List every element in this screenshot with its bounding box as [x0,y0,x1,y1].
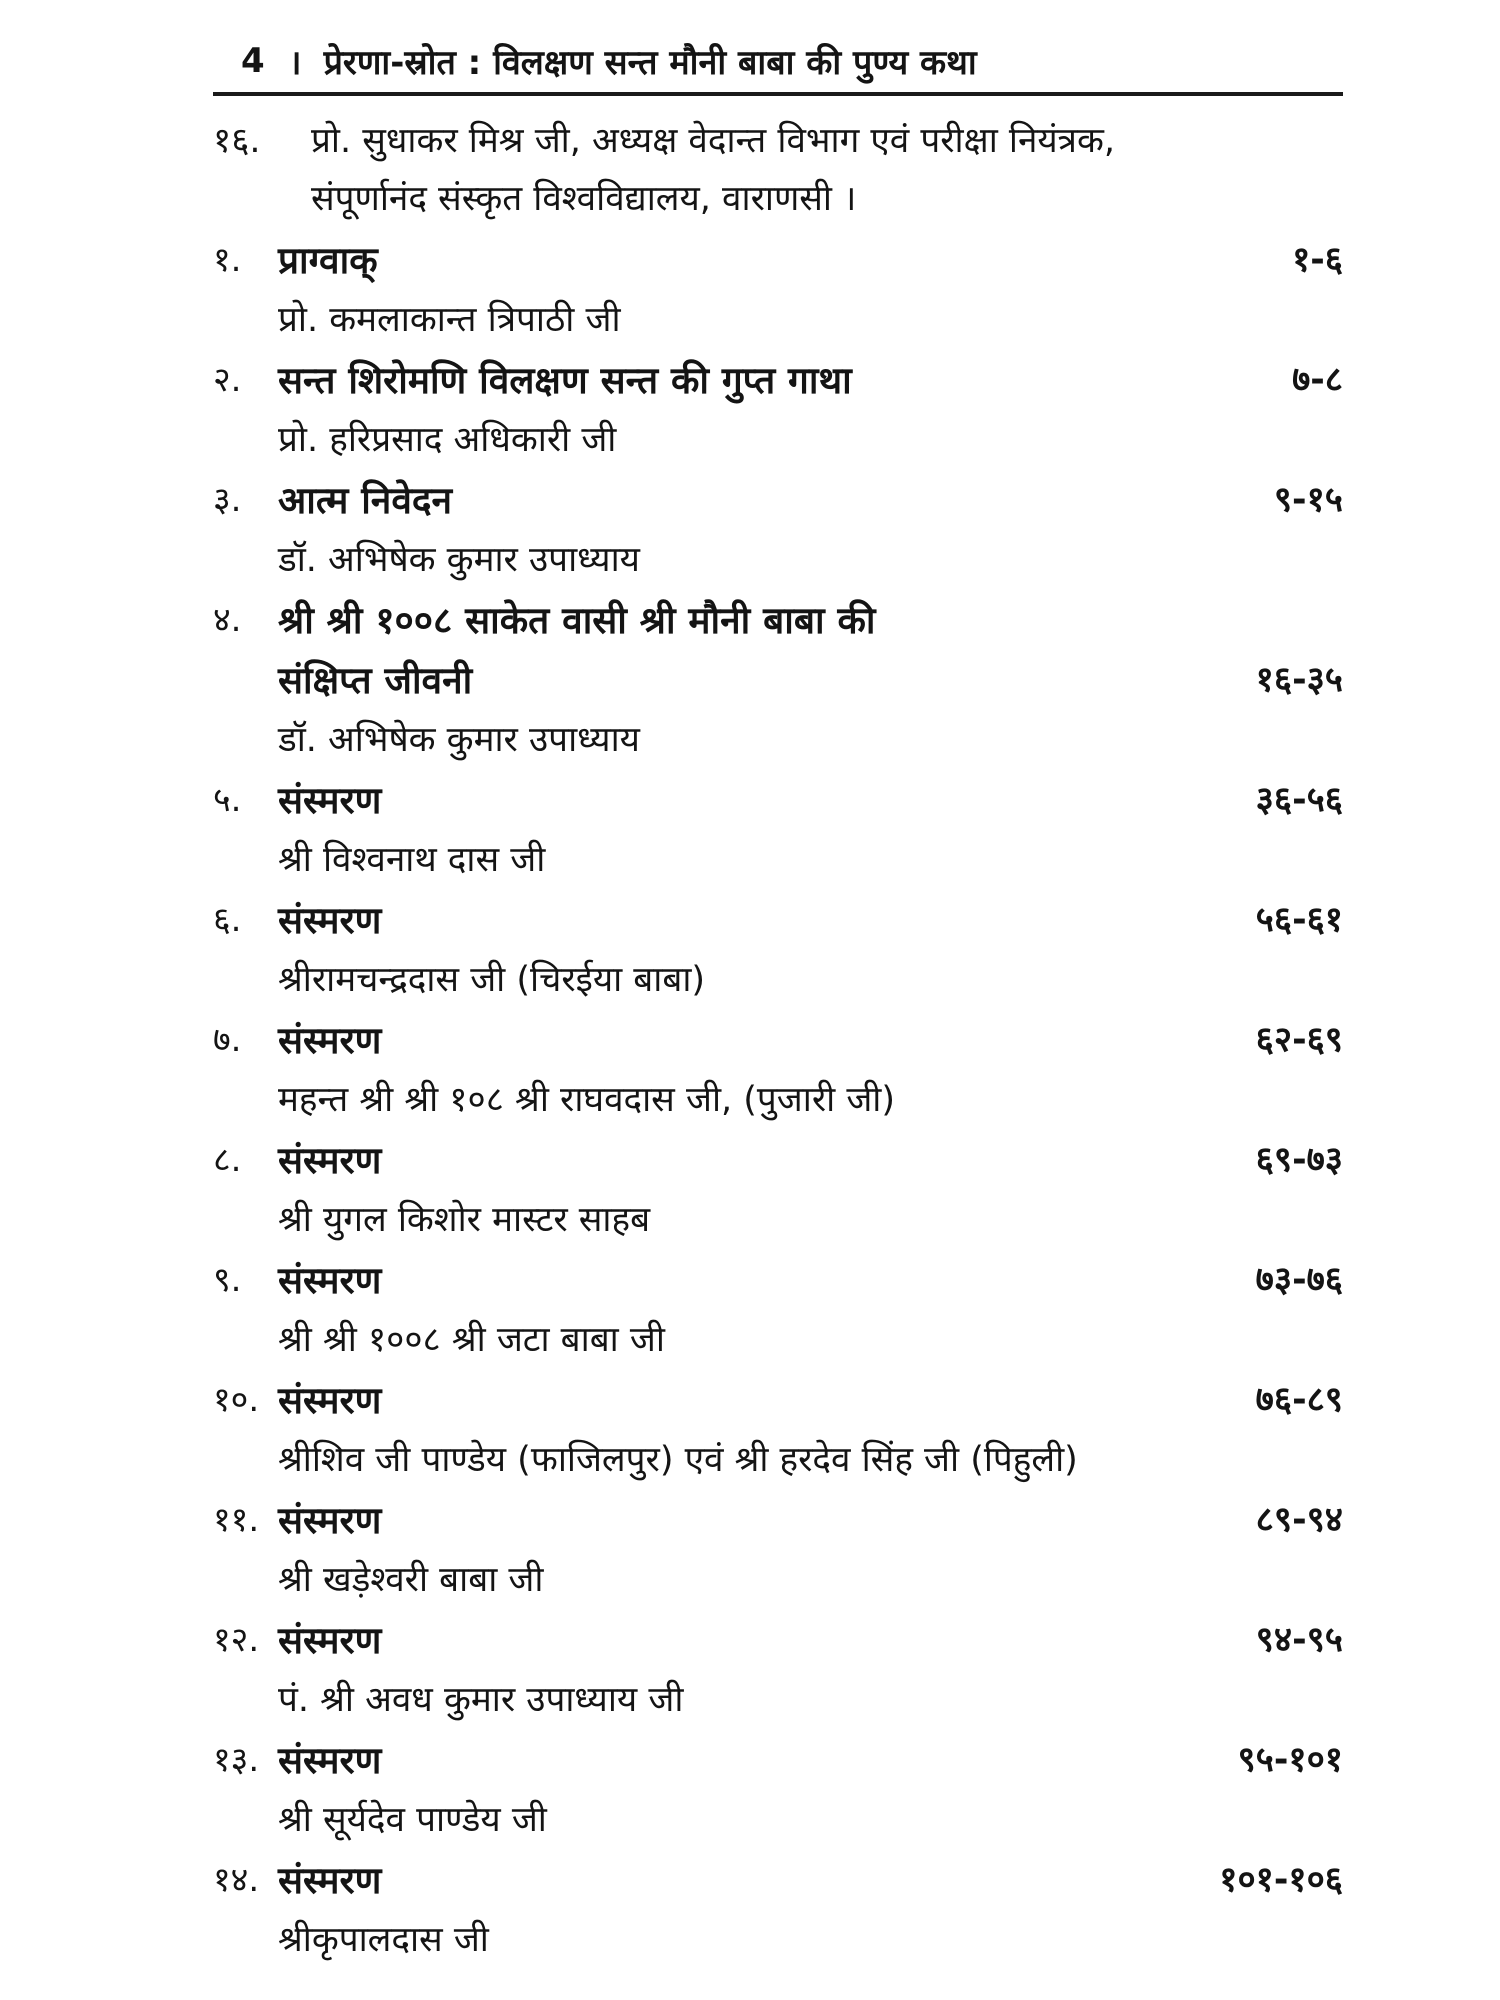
entry-number: ५. [213,780,242,820]
entry-number: १२. [213,1620,260,1660]
entry-number: ८. [213,1140,242,1180]
intro-line-2: संपूर्णानंद संस्कृत विश्वविद्यालय, वाराणसी । [311,179,857,219]
entry-author: श्री युगल किशोर मास्टर साहब [278,1199,651,1240]
entry-pages: ७६-८९ [1255,1379,1343,1420]
intro-number: १६. [213,121,261,161]
entry-title: संस्मरण [278,1618,382,1662]
toc-entry [213,1488,1343,1608]
entry-pages: ९४-९५ [1255,1619,1343,1660]
entry-author: श्री विश्वनाथ दास जी [278,839,546,880]
entry-pages: ६९-७३ [1255,1139,1343,1180]
entry-number: ९. [213,1260,242,1300]
entry-pages: १६-३५ [1255,659,1343,700]
entry-title: श्री श्री १००८ साकेत वासी श्री मौनी बाबा की [278,598,876,642]
entry-number: ७. [213,1020,242,1060]
entry-pages: १-६ [1292,239,1343,280]
toc-entry [213,1368,1343,1488]
header-separator: । [288,43,302,83]
entry-title: आत्म निवेदन [278,478,453,522]
entry-pages: ६२-६९ [1255,1019,1343,1060]
entry-title: संस्मरण [278,1738,382,1782]
entry-title: संस्मरण [278,1258,382,1302]
entry-pages: ८९-९४ [1255,1499,1343,1540]
toc-entry [213,1248,1343,1368]
entry-author: प्रो. हरिप्रसाद अधिकारी जी [278,419,617,460]
entry-author: श्री खड़ेश्वरी बाबा जी [278,1559,544,1600]
entry-author: श्रीशिव जी पाण्डेय (फाजिलपुर) एवं श्री हरदेव सिंह जी (पिहुली) [278,1439,1078,1480]
entry-author: डॉ. अभिषेक कुमार उपाध्याय [278,719,640,760]
intro-line-1: प्रो. सुधाकर मिश्र जी, अध्यक्ष वेदान्त विभाग एवं परीक्षा नियंत्रक, [311,121,1116,161]
toc-entry [213,1848,1343,1968]
entry-title: संस्मरण [278,1498,382,1542]
toc-entry [213,768,1343,888]
entry-title: सन्त शिरोमणि विलक्षण सन्त की गुप्त गाथा [278,358,852,402]
entry-author: श्रीरामचन्द्रदास जी (चिरईया बाबा) [278,959,706,1000]
entry-author: पं. श्री अवध कुमार उपाध्याय जी [278,1679,684,1720]
toc-entry [213,468,1343,588]
entry-title: प्राग्वाक् [278,238,378,282]
entry-number: ३. [213,480,242,520]
entry-title: संस्मरण [278,1138,382,1182]
entry-number: २. [213,360,242,400]
entry-pages: ७३-७६ [1255,1259,1343,1300]
entry-pages: ९५-१०१ [1237,1739,1343,1780]
toc-entry [213,888,1343,1008]
entry-number: १. [213,240,242,280]
toc-entry [213,228,1343,348]
entry-number: १३. [213,1740,260,1780]
entry-title: संस्मरण [278,778,382,822]
toc-entry [213,1008,1343,1128]
toc-entry [213,1608,1343,1728]
entry-pages: ३६-५६ [1255,779,1343,820]
entry-author: प्रो. कमलाकान्त त्रिपाठी जी [278,299,621,340]
toc-entry [213,1128,1343,1248]
entry-pages: ५६-६१ [1255,899,1343,940]
intro-entry [213,112,1343,228]
entry-author: श्री सूर्यदेव पाण्डेय जी [278,1799,547,1840]
toc-entry [213,348,1343,468]
entry-number: ४. [213,600,242,640]
entry-pages: ९-१५ [1273,479,1343,520]
entry-pages: १०१-१०६ [1219,1859,1343,1900]
entry-number: ११. [213,1500,260,1540]
table-of-contents [213,228,1343,1968]
entry-author: डॉ. अभिषेक कुमार उपाध्याय [278,539,640,580]
entry-author: महन्त श्री श्री १०८ श्री राघवदास जी, (पुजारी जी) [278,1079,896,1120]
entry-author: श्रीकृपालदास जी [278,1919,489,1960]
entry-number: ६. [213,900,242,940]
entry-author: श्री श्री १००८ श्री जटा बाबा जी [278,1319,665,1360]
entry-title: संस्मरण [278,1858,382,1902]
book-title: प्रेरणा-स्रोत : विलक्षण सन्त मौनी बाबा की पुण्य कथा [323,43,977,83]
entry-title: संस्मरण [278,898,382,942]
entry-number: १४. [213,1860,260,1900]
entry-number: १०. [213,1380,260,1420]
entry-title: संस्मरण [278,1378,382,1422]
toc-entry [213,588,1343,768]
entry-title: संस्मरण [278,1018,382,1062]
toc-entry [213,1728,1343,1848]
page-number: 4 [241,41,265,81]
entry-pages: ७-८ [1292,359,1343,400]
entry-title-continued: संक्षिप्त जीवनी [278,658,473,702]
running-header [213,30,1343,96]
